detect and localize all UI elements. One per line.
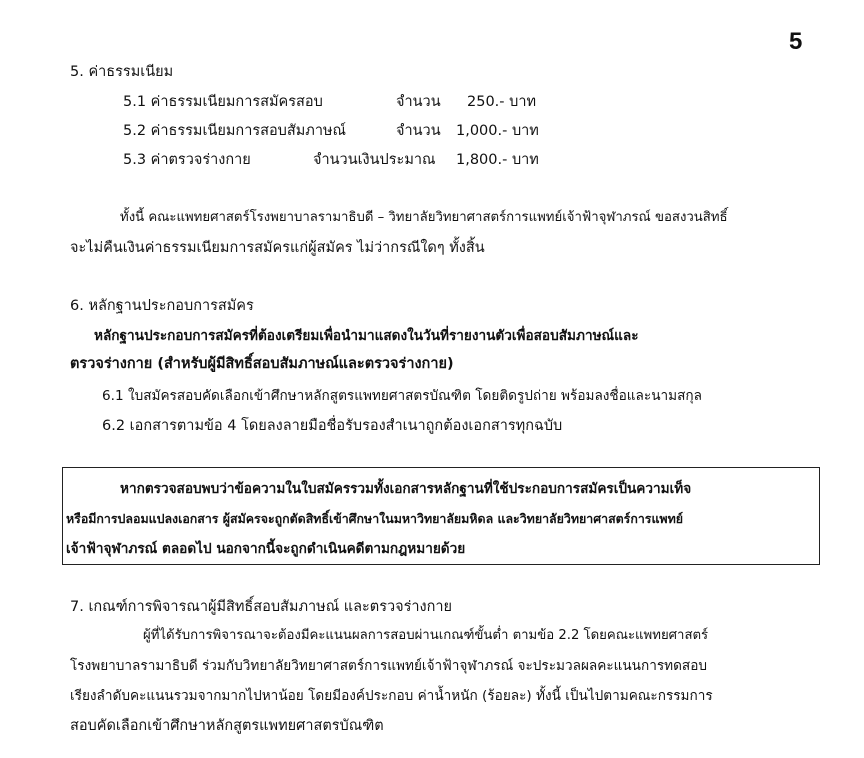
warning-notice-line: เจ้าฟ้าจุฬาภรณ์ ตลอดไป นอกจากนี้จะถูกดำเนินคดีตามกฎหมายด้วย [66, 541, 466, 557]
section6-intro-line: หลักฐานประกอบการสมัครที่ต้องเตรียมเพื่อนำมาแสดงในวันที่รายงานตัวเพื่อสอบสัมภาษณ์และ [94, 328, 639, 344]
page-number: 5 [789, 28, 803, 55]
document-item: 6.2 เอกสารตามข้อ 4 โดยลงลายมือชื่อรับรองสำเนาถูกต้องเอกสารทุกฉบับ [102, 418, 563, 434]
section6-heading: 6. หลักฐานประกอบการสมัคร [70, 298, 254, 314]
section6-intro-line: ตรวจร่างกาย (สำหรับผู้มีสิทธิ์สอบสัมภาษณ์และตรวจร่างกาย) [70, 356, 454, 372]
section7-heading: 7. เกณฑ์การพิจารณาผู้มีสิทธิ์สอบสัมภาษณ์ และตรวจร่างกาย [70, 599, 453, 615]
fee-item-label: 5.3 ค่าตรวจร่างกาย [123, 152, 251, 168]
section7-line: ผู้ที่ได้รับการพิจารณาจะต้องมีคะแนนผลการสอบผ่านเกณฑ์ขั้นต่ำ ตามข้อ 2.2 โดยคณะแพทยศาสตร์ [143, 628, 709, 643]
section7-line: เรียงลำดับคะแนนรวมจากมากไปหาน้อย โดยมีองค์ประกอบ ค่าน้ำหนัก (ร้อยละ) ทั้งนี้ เป็นไปตามคณะกรรมการ [70, 688, 713, 704]
document-item: 6.1 ใบสมัครสอบคัดเลือกเข้าศึกษาหลักสูตรแพทยศาสตรบัณฑิต โดยติดรูปถ่าย พร้อมลงชื่อและนามสกุล [102, 388, 702, 404]
fee-item-amount-text: จำนวน [396, 123, 441, 139]
warning-notice-line: หากตรวจสอบพบว่าข้อความในใบสมัครรวมทั้งเอกสารหลักฐานที่ใช้ประกอบการสมัครเป็นความเท็จ [120, 481, 692, 497]
section5-heading: 5. ค่าธรรมเนียม [70, 64, 174, 80]
section7-line: โรงพยาบาลรามาธิบดี ร่วมกับวิทยาลัยวิทยาศาสตร์การแพทย์เจ้าฟ้าจุฬาภรณ์ จะประมวลผลคะแนนการทดสอบ [70, 658, 708, 674]
warning-notice-line: หรือมีการปลอมแปลงเอกสาร ผู้สมัครจะถูกตัดสิทธิ์เข้าศึกษาในมหาวิทยาลัยมหิดล และวิทยาลัยวิทยาศาสตร์การแพทย์ [66, 511, 684, 526]
fee-item-amount: 1,000.- บาท [456, 123, 539, 139]
fee-item-amount-text: จำนวนเงินประมาณ [313, 152, 436, 168]
fee-item-amount: 250.- บาท [467, 94, 537, 110]
fee-item-label: 5.2 ค่าธรรมเนียมการสอบสัมภาษณ์ [123, 123, 347, 139]
fee-note-line: ทั้งนี้ คณะแพทยศาสตร์โรงพยาบาลรามาธิบดี – วิทยาลัยวิทยาศาสตร์การแพทย์เจ้าฟ้าจุฬาภรณ์ ขอสงวนสิทธิ์ [120, 210, 728, 225]
fee-item-amount-text: จำนวน [396, 94, 441, 110]
fee-note-line: จะไม่คืนเงินค่าธรรมเนียมการสมัครแก่ผู้สมัคร ไม่ว่ากรณีใดๆ ทั้งสิ้น [70, 240, 485, 256]
section7-line: สอบคัดเลือกเข้าศึกษาหลักสูตรแพทยศาสตรบัณฑิต [70, 718, 384, 734]
fee-item-amount: 1,800.- บาท [456, 152, 539, 168]
fee-item-label: 5.1 ค่าธรรมเนียมการสมัครสอบ [123, 94, 323, 110]
